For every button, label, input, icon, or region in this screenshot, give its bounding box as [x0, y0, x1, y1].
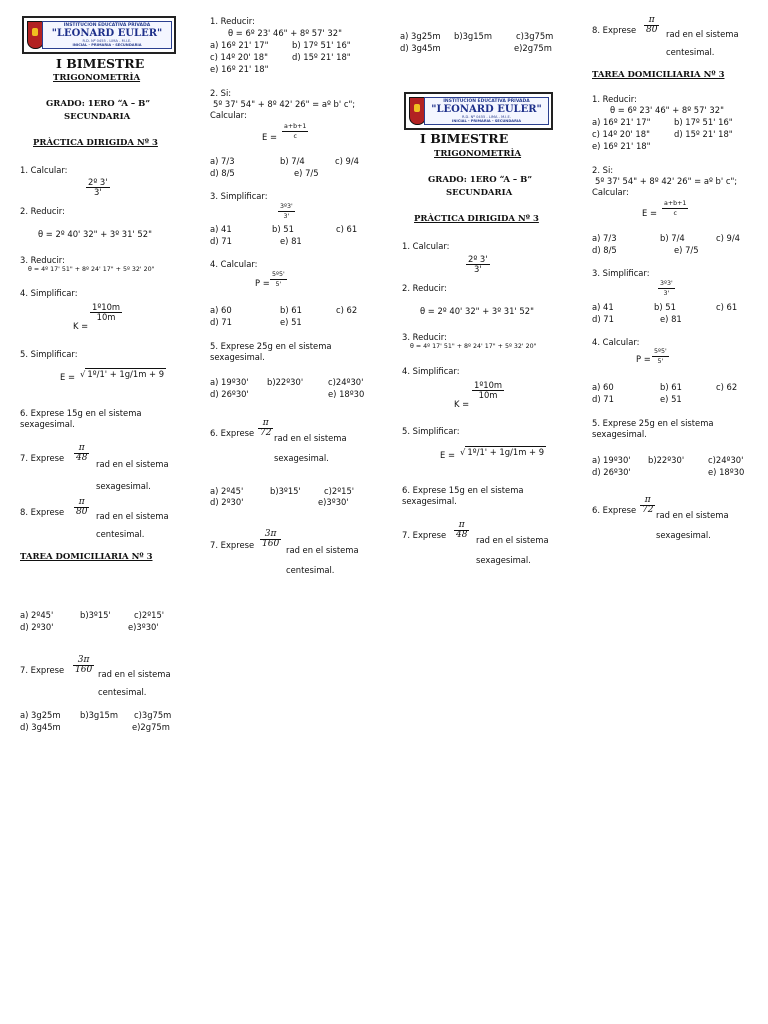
c4-t2-e: E = — [642, 208, 657, 218]
t5-opt-e: e) 18º30 — [328, 389, 365, 399]
c3-reducir-3-expression: θ = 4º 17' 51" + 8º 24' 17" + 5º 32' 20" — [410, 343, 537, 350]
c4-t2-opt-a: a) 7/3 — [592, 233, 617, 243]
t7-text-2: rad en el sistema centesimal. — [286, 545, 359, 575]
header-levels-2: INICIAL - PRIMARIA - SECUNDARIA — [452, 119, 521, 123]
header-levels: INICIAL - PRIMARIA - SECUNDARIA — [72, 43, 142, 47]
c3-problem-7-label: 7. Exprese — [402, 530, 447, 540]
t3-opt-a: a) 41 — [210, 224, 232, 234]
t2-label: 2. Si: — [210, 88, 232, 98]
reducir-2-expression: θ = 2º 40' 32" + 3º 31' 52" — [38, 229, 152, 239]
t2-e: E = — [262, 132, 277, 142]
calcular-fraction: $\frac{\text{2º 3'}}{3'}$ — [88, 177, 108, 197]
c4-t2-opt-b: b) 7/4 — [660, 233, 685, 243]
t1-opt-a: a) 16º 21' 17" — [210, 40, 269, 50]
c3-problem-7-text: rad en el sistema sexagesimal. — [476, 535, 549, 565]
c3-simplificar-4-fraction: $\frac{\text{1º10m}}{10m}$ — [474, 380, 503, 400]
s7-opt-e: e)2g75m — [132, 722, 170, 732]
problem-6: 6. Exprese 15g en el sistema sexagesimal. — [20, 408, 142, 429]
problem-7-label: 7. Exprese — [20, 453, 65, 463]
c3-s7-opt-a: a) 3g25m — [400, 31, 441, 41]
header-school-name: "LEONARD EULER" — [51, 28, 163, 39]
t2-calcular: Calcular: — [210, 110, 247, 120]
t4-label: 4. Calcular: — [210, 259, 258, 269]
c4-t1-expression: θ = 6º 23' 46" + 8º 57' 32" — [610, 105, 724, 115]
c3-simplificar-4: 4. Simplificar: — [402, 366, 460, 376]
c4-t4-opt-e: e) 51 — [660, 394, 682, 404]
tarea-title: TAREA DOMICILIARIA Nº 3 — [20, 552, 153, 562]
t6-opt-e: e)3º30' — [318, 497, 349, 507]
c4-t1-opt-c: c) 14º 20' 18" — [592, 129, 650, 139]
c4-t6-text: rad en el sistema sexagesimal. — [656, 510, 729, 540]
header-institution: INSTITUCION EDUCATIVA PRIVADA — [63, 23, 151, 28]
simplificar-4-fraction: $\frac{\text{1º10m}}{10m}$ — [92, 302, 121, 322]
s7-opt-d: d) 3g45m — [20, 722, 61, 732]
t3-opt-b: b) 51 — [272, 224, 294, 234]
c3-pi-48-fraction: $\frac{\pi}{48}$ — [456, 520, 468, 540]
t5-opt-c: c)24º30' — [328, 377, 364, 387]
problem-simplificar-5: 5. Simplificar: — [20, 349, 78, 359]
t2-opt-b: b) 7/4 — [280, 156, 305, 166]
s6-opt-a: a) 2º45' — [20, 610, 54, 620]
problem-reducir-2: 2. Reducir: — [20, 206, 65, 216]
s7-opt-b: b)3g15m — [80, 710, 119, 720]
header-institution-2: INSTITUCION EDUCATIVA PRIVADA — [443, 99, 530, 104]
header-rd: R.D. Nº 0455 - LIMA - M.I.E. — [82, 39, 132, 43]
c4-t5-text: 5. Exprese 25g en el sistema sexagesimal. — [592, 418, 714, 439]
t5-opt-b: b)22º30' — [267, 377, 304, 387]
t7-label: 7. Exprese — [20, 665, 65, 675]
c3-calcular-fraction: $\frac{\text{2º 3'}}{3'}$ — [468, 254, 488, 274]
t6-opt-a: a) 2º45' — [210, 486, 244, 496]
t1-opt-d: d) 15º 21' 18" — [292, 52, 351, 62]
problem-simplificar-4: 4. Simplificar: — [20, 288, 78, 298]
problem-calcular: 1. Calcular: — [20, 165, 68, 175]
c4-t1-opt-e: e) 16º 21' 18" — [592, 141, 651, 151]
c3-s7-opt-e: e)2g75m — [514, 43, 552, 53]
t5-opt-a: a) 19º30' — [210, 377, 249, 387]
t2-opt-d: d) 8/5 — [210, 168, 235, 178]
t4-p: P = — [255, 278, 270, 288]
pi-80-fraction: $\frac{\pi}{80}$ — [76, 497, 88, 517]
c3-s7-opt-d: d) 3g45m — [400, 43, 441, 53]
school-header-2 — [404, 92, 553, 130]
c4-t2-label: 2. Si: — [592, 165, 614, 175]
c4-t3-opt-c: c) 61 — [716, 302, 738, 312]
s6-opt-c: c)2º15' — [134, 610, 165, 620]
secundaria-2: SECUNDARIA — [446, 188, 513, 198]
t3-fraction: $\frac{\text{3º3'}}{3'}$ — [280, 203, 293, 220]
t1-opt-c: c) 14º 20' 18" — [210, 52, 268, 62]
c4-t3-opt-a: a) 41 — [592, 302, 614, 312]
c4-t4-label: 4. Calcular: — [592, 337, 640, 347]
c4-t2-opt-d: d) 8/5 — [592, 245, 617, 255]
t2-opt-c: c) 9/4 — [335, 156, 360, 166]
c4-t5-opt-d: d) 26º30' — [592, 467, 631, 477]
c4-t4-p: P = — [636, 354, 651, 364]
c4-tarea-title: TAREA DOMICILIARIA Nº 3 — [592, 70, 725, 80]
c4-t6-label: 6. Exprese — [592, 505, 637, 515]
t6-opt-b: b)3º15' — [270, 486, 301, 496]
t2-fraction: $\frac{a+b+1}{c}$ — [284, 123, 307, 140]
bimestre-title: I BIMESTRE — [56, 56, 145, 71]
t4-opt-d: d) 71 — [210, 317, 232, 327]
practica-title: PRÀCTICA DIRIGIDA Nº 3 — [33, 138, 158, 148]
header-rd-2: R.D. Nº 0455 - LIMA - M.I.E. — [462, 115, 511, 119]
c3-s7-opt-c: c)3g75m — [516, 31, 554, 41]
t6-text: rad en el sistema sexagesimal. — [274, 433, 347, 463]
t1-opt-e: e) 16º 21' 18" — [210, 64, 269, 74]
simplificar-4-k: K = — [73, 321, 89, 331]
c4-problem-8-label: 8. Exprese — [592, 25, 637, 35]
c4-t1-label: 1. Reducir: — [592, 94, 637, 104]
s6-opt-e: e)3º30' — [128, 622, 159, 632]
t7-text: rad en el sistema centesimal. — [98, 669, 171, 697]
t4-opt-e: e) 51 — [280, 317, 302, 327]
c4-t5-opt-b: b)22º30' — [648, 455, 685, 465]
c3-calcular: 1. Calcular: — [402, 241, 450, 251]
c4-t5-opt-e: e) 18º30 — [708, 467, 745, 477]
t3-opt-c: c) 61 — [336, 224, 358, 234]
c4-t2-fraction: $\frac{a+b+1}{c}$ — [664, 200, 687, 217]
t2-opt-e: e) 7/5 — [294, 168, 319, 178]
c4-t5-opt-a: a) 19º30' — [592, 455, 631, 465]
c4-pi-72-fraction: $\frac{\pi}{72}$ — [642, 495, 654, 515]
c4-t3-opt-d: d) 71 — [592, 314, 614, 324]
t3-opt-d: d) 71 — [210, 236, 232, 246]
c3-reducir-3: 3. Reducir: — [402, 332, 447, 342]
c4-problem-8-text: rad en el sistema centesimal. — [666, 29, 739, 57]
t6-opt-c: c)2º15' — [324, 486, 355, 496]
secundaria: SECUNDARIA — [64, 112, 131, 122]
header-school-name-2: "LEONARD EULER" — [431, 104, 542, 115]
c3-reducir-2: 2. Reducir: — [402, 283, 447, 293]
simplificar-5-e: E = — [60, 372, 75, 382]
course-title: TRIGONOMETRÌA — [53, 73, 141, 83]
grado: GRADO: 1ERO “A – B” — [46, 99, 151, 109]
c4-t2-opt-c: c) 9/4 — [716, 233, 741, 243]
pi-160-fraction: $\frac{3\pi}{160}$ — [75, 655, 93, 675]
c4-t2-expression: 5º 37' 54" + 8º 42' 26" = aº b' c"; — [595, 176, 738, 186]
s7-opt-c: c)3g75m — [134, 710, 172, 720]
t1-label: 1. Reducir: — [210, 16, 255, 26]
c3-s7-opt-b: b)3g15m — [454, 31, 493, 41]
practica-title-2: PRÀCTICA DIRIGIDA Nº 3 — [414, 214, 539, 224]
c4-t3-opt-b: b) 51 — [654, 302, 676, 312]
t4-opt-a: a) 60 — [210, 305, 232, 315]
c4-t4-opt-b: b) 61 — [660, 382, 682, 392]
s6-opt-b: b)3º15' — [80, 610, 111, 620]
c4-t1-opt-b: b) 17º 51' 16" — [674, 117, 733, 127]
course-title-2: TRIGONOMETRÌA — [434, 149, 522, 159]
c4-t4-opt-a: a) 60 — [592, 382, 614, 392]
t6-opt-d: d) 2º30' — [210, 497, 244, 507]
c4-t3-opt-e: e) 81 — [660, 314, 682, 324]
grado-2: GRADO: 1ERO “A – B” — [428, 175, 533, 185]
c4-t4-opt-d: d) 71 — [592, 394, 614, 404]
c3-simplificar-4-k: K = — [454, 399, 470, 409]
t2-opt-a: a) 7/3 — [210, 156, 235, 166]
pi-48-fraction: $\frac{\pi}{48}$ — [76, 443, 88, 463]
s7-opt-a: a) 3g25m — [20, 710, 61, 720]
problem-reducir-3: 3. Reducir: — [20, 255, 65, 265]
t3-label: 3. Simplificar: — [210, 191, 268, 201]
c3-reducir-2-expression: θ = 2º 40' 32" + 3º 31' 52" — [420, 306, 534, 316]
t2-expression: 5º 37' 54" + 8º 42' 26" = aº b' c"; — [213, 99, 356, 109]
t5-text: 5. Exprese 25g en el sistema sexagesimal. — [210, 341, 332, 362]
reducir-3-expression: θ = 4º 17' 51" + 8º 24' 17" + 5º 32' 20" — [28, 266, 155, 273]
pi-160-fraction-2: $\frac{3\pi}{160}$ — [262, 529, 280, 549]
c4-t2-opt-e: e) 7/5 — [674, 245, 699, 255]
simplificar-5-radical: √ 1º/1' + 1g/1m + 9 — [80, 369, 165, 379]
c4-t5-opt-c: c)24º30' — [708, 455, 744, 465]
bimestre-title-2: I BIMESTRE — [420, 131, 509, 146]
c4-t2-calcular: Calcular: — [592, 187, 629, 197]
school-header — [22, 16, 176, 54]
c4-t3-label: 3. Simplificar: — [592, 268, 650, 278]
problem-7-text: rad en el sistema sexagesimal. — [96, 459, 169, 491]
t1-expression: θ = 6º 23' 46" + 8º 57' 32" — [228, 28, 342, 38]
c4-t1-opt-d: d) 15º 21' 18" — [674, 129, 733, 139]
c4-t3-fraction: $\frac{\text{3º3'}}{3'}$ — [660, 280, 673, 297]
c3-simplificar-5: 5. Simplificar: — [402, 426, 460, 436]
s6-opt-d: d) 2º30' — [20, 622, 54, 632]
c3-simplificar-5-e: E = — [440, 450, 455, 460]
pi-72-fraction: $\frac{\pi}{72}$ — [260, 418, 272, 438]
c4-t1-opt-a: a) 16º 21' 17" — [592, 117, 651, 127]
problem-8-text: rad en el sistema centesimal. — [96, 511, 169, 539]
t3-opt-e: e) 81 — [280, 236, 302, 246]
t6-label: 6. Exprese — [210, 428, 255, 438]
problem-8-label: 8. Exprese — [20, 507, 65, 517]
t5-opt-d: d) 26º30' — [210, 389, 249, 399]
t4-opt-b: b) 61 — [280, 305, 302, 315]
t7-label-2: 7. Exprese — [210, 540, 255, 550]
c4-pi-80-fraction: $\frac{\pi}{80}$ — [646, 15, 658, 35]
t1-opt-b: b) 17º 51' 16" — [292, 40, 351, 50]
c3-problem-6: 6. Exprese 15g en el sistema sexagesimal. — [402, 485, 524, 506]
c4-t4-fraction: $\frac{\text{5º5'}}{5'}$ — [654, 348, 667, 365]
c3-simplificar-5-radical: √ 1º/1' + 1g/1m + 9 — [460, 447, 545, 457]
t4-fraction: $\frac{\text{5º5'}}{5'}$ — [272, 271, 285, 288]
c4-t4-opt-c: c) 62 — [716, 382, 738, 392]
t4-opt-c: c) 62 — [336, 305, 358, 315]
